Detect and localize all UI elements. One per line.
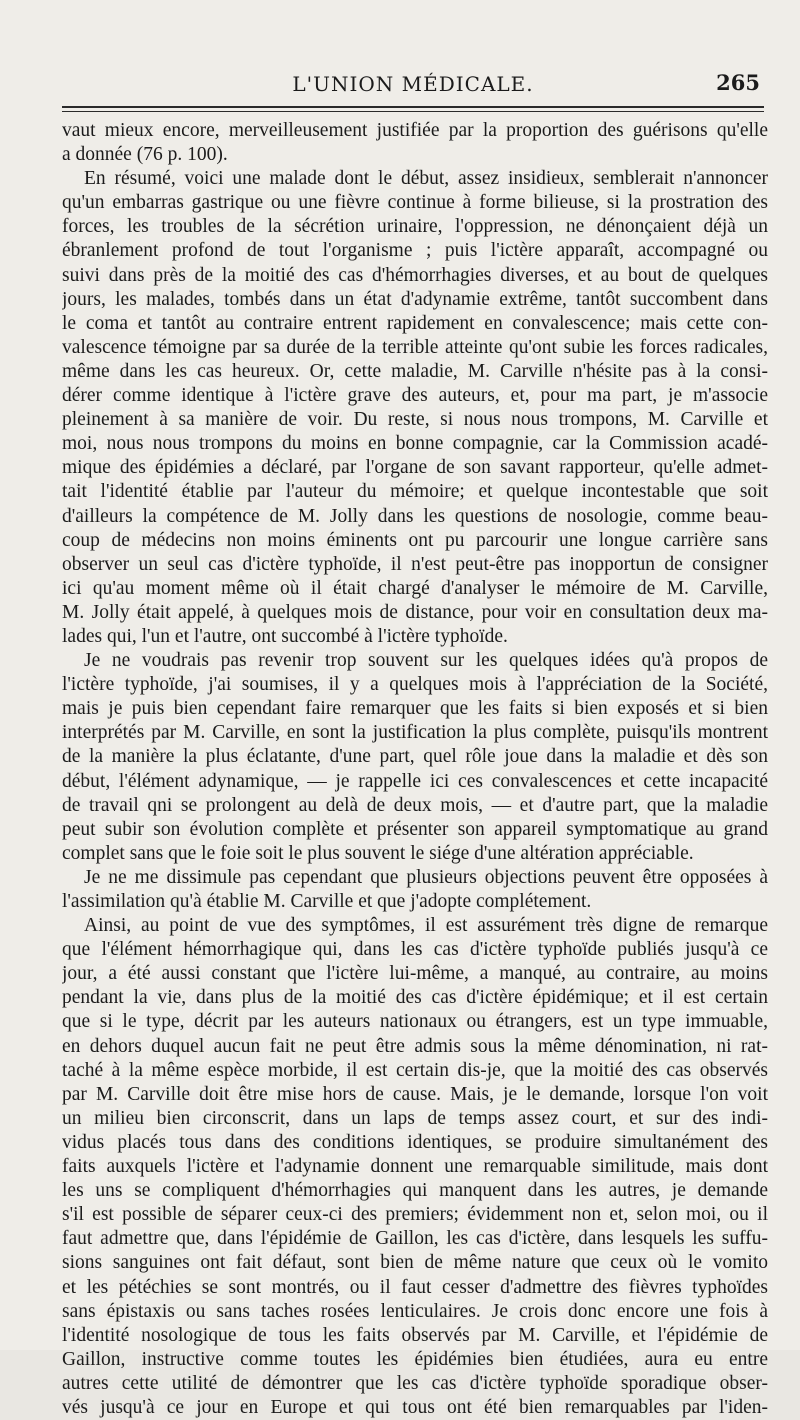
text-line: sions sanguines ont fait défaut, sont bien de même nature que ceux où le vomito — [62, 1252, 768, 1274]
text-line: l'assimilation qu'à établie M. Carville et que j'adopte complétement. — [62, 891, 592, 912]
text-line: coup de médecins non moins éminents ont pu parcourir une longue carrière sans — [62, 529, 768, 551]
text-line: tait l'identité établie par l'auteur du mémoire; et quelque incontestable que soit — [62, 481, 768, 503]
text-line: faut admettre que, dans l'épidémie de Gaillon, les cas d'ictère, dans lesquels les suffu- — [62, 1228, 768, 1250]
text-line: taché à la même espèce morbide, il est certain dis-je, que la moitié des cas observés — [62, 1059, 768, 1081]
text-line: interprétés par M. Carville, en sont la justification la plus complète, puisqu'ils montrent — [62, 722, 768, 744]
text-line: sans épistaxis ou sans taches rosées lenticulaires. Je crois donc encore une fois à — [62, 1300, 768, 1322]
text-line: ébranlement profond de tout l'organisme ; puis l'ictère apparaît, accompagné ou — [62, 240, 768, 262]
text-line: mique des épidémies a déclaré, par l'organe de son savant rapporteur, qu'elle admet- — [62, 457, 768, 479]
text-line: pleinement à sa manière de voir. Du reste, si nous nous trompons, M. Carville et — [62, 409, 768, 431]
text-line: pendant la vie, dans plus de la moitié des cas d'ictère épidémique; et il est certain — [62, 987, 768, 1009]
text-line: ici qu'au moment même où il était chargé d'analyser le mémoire de M. Carville, — [62, 577, 768, 599]
header-rule — [62, 106, 764, 112]
text-line: l'identité nosologique de tous les faits observés par M. Carville, et l'épidémie de — [62, 1324, 768, 1346]
page-number: 265 — [716, 70, 760, 95]
text-line: un milieu bien circonscrit, dans un laps de temps assez court, et sur des indi- — [62, 1107, 768, 1129]
text-line: de la manière la plus éclatante, d'une part, quel rôle joue dans la maladie et dès son — [62, 746, 768, 768]
text-line: même dans les cas heureux. Or, cette maladie, M. Carville n'hésite pas à la consi- — [62, 360, 768, 382]
text-line: observer un seul cas d'ictère typhoïde, il n'est peut-être pas inopportun de consigner — [62, 553, 768, 575]
text-line: le coma et tantôt au contraire entrent rapidement en convalescence; mais cette con- — [62, 312, 768, 334]
text-line: l'ictère typhoïde, j'ai soumises, il y a quelques mois à l'appréciation de la Société, — [62, 674, 768, 696]
text-line: peut subir son évolution complète et présenter son appareil symptomatique au grand — [62, 818, 768, 840]
text-line: En résumé, voici une malade dont le début, assez insidieux, semblerait n'annoncer — [84, 168, 768, 190]
text-line: en dehors duquel aucun fait ne peut être admis sous la même dénomination, ni rat- — [62, 1035, 768, 1057]
text-line: autres cette utilité de démontrer que les cas d'ictère typhoïde sporadique obser- — [62, 1372, 768, 1394]
text-line: vaut mieux encore, merveilleusement justifiée par la proportion des guérisons qu'elle — [62, 120, 768, 141]
text-line: a donnée (76 p. 100). — [62, 144, 228, 166]
text-line: début, l'élément adynamique, — je rappelle ici ces convalescences et cette incapacité — [62, 770, 768, 792]
text-line: jour, a été aussi constant que l'ictère lui-même, a manqué, au contraire, au moins — [62, 963, 768, 985]
text-line: M. Jolly était appelé, à quelques mois de distance, pour voir en consultation deux ma- — [62, 601, 768, 623]
text-line: suivi dans près de la moitié des cas d'hémorrhagies diverses, et au bout de quelques — [62, 264, 768, 286]
text-line: qu'un embarras gastrique ou une fièvre continue à forme bilieuse, si la prostration des — [62, 192, 768, 214]
text-line: valescence témoigne par sa durée de la terrible atteinte qu'ont subie les forces radicales, — [62, 336, 768, 358]
text-line: d'ailleurs la compétence de M. Jolly dans les questions de nosologie, comme beau- — [62, 505, 768, 527]
text-line: vidus placés tous dans des conditions identiques, se produire simultanément des — [62, 1131, 768, 1153]
text-line: faits auxquels l'ictère et l'adynamie donnent une remarquable similitude, mais dont — [62, 1156, 768, 1178]
text-line: lades qui, l'un et l'autre, ont succombé à l'ictère typhoïde. — [62, 625, 508, 647]
text-line: jours, les malades, tombés dans un état d'adynamie extrême, tantôt succombent dans — [62, 288, 768, 310]
text-line: les uns se compliquent d'hémorrhagies qui manquent dans les autres, je demande — [62, 1180, 768, 1202]
text-line: mais je puis bien cependant faire remarquer que les faits si bien exposés et si bien — [62, 698, 768, 720]
text-line: de travail qni se prolongent au delà de deux mois, — et d'autre part, que la maladie — [62, 794, 768, 816]
text-line: Je ne me dissimule pas cependant que plusieurs objections peuvent être opposées à — [84, 866, 768, 888]
text-line: s'il est possible de séparer ceux-ci des premiers; évidemment non et, selon moi, ou il — [62, 1204, 768, 1226]
text-line: Gaillon, instructive comme toutes les épidémies bien étudiées, aura eu entre — [62, 1348, 768, 1370]
text-line: moi, nous nous trompons du moins en bonne compagnie, car la Commission acadé- — [62, 433, 768, 455]
text-line: vés jusqu'à ce jour en Europe et qui tous ont été bien remarquables par l'iden- — [62, 1396, 768, 1418]
text-line: par M. Carville doit être mise hors de cause. Mais, je le demande, lorsque l'on voit — [62, 1083, 768, 1105]
journal-title: L'UNION MÉDICALE. — [292, 72, 534, 96]
text-line: et les pétéchies se sont montrés, ou il faut cesser d'admettre des fièvres typhoïdes — [62, 1276, 768, 1298]
text-line: dérer comme identique à l'ictère grave des auteurs, et, pour ma part, je m'associe — [62, 385, 768, 407]
text-line: complet sans que le foie soit le plus souvent le siége d'une altération appréciable. — [62, 842, 694, 864]
text-line: forces, les troubles de la sécrétion urinaire, l'oppression, ne dénonçaient déjà un — [62, 216, 768, 238]
running-header — [62, 68, 764, 100]
text-line: que si le type, décrit par les auteurs nationaux ou étrangers, est un type immuable, — [62, 1011, 768, 1033]
body-text — [62, 119, 768, 1420]
text-line: Je ne voudrais pas revenir trop souvent sur les quelques idées qu'à propos de — [84, 650, 768, 672]
text-line: que l'élément hémorrhagique qui, dans les cas d'ictère typhoïde publiés jusqu'à ce — [62, 939, 768, 961]
text-line: Ainsi, au point de vue des symptômes, il est assurément très digne de remarque — [84, 915, 768, 937]
